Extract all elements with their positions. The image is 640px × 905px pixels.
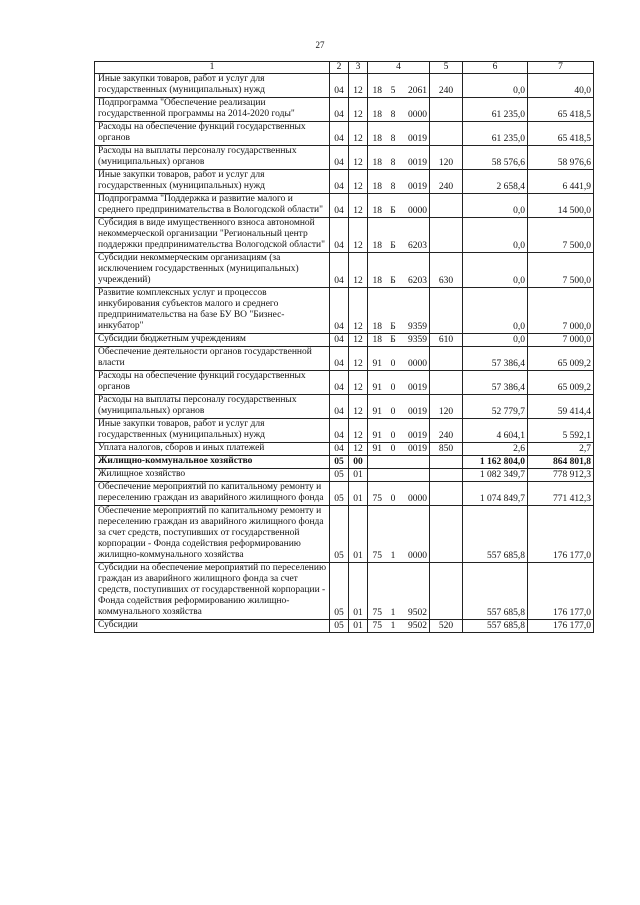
table-row: [95, 98, 594, 122]
table-row: [95, 218, 594, 253]
target-subprogram-code: 0: [387, 371, 400, 395]
amount-col-6: 57 386,4: [463, 347, 528, 371]
section-code: 05: [330, 456, 349, 469]
subsection-code: 12: [349, 371, 368, 395]
table-row: [95, 146, 594, 170]
section-code: 04: [330, 194, 349, 218]
section-code: 05: [330, 563, 349, 620]
section-code: 04: [330, 146, 349, 170]
subsection-code: 01: [349, 563, 368, 620]
amount-col-7: 7 500,0: [528, 253, 594, 288]
amount-col-7: 5 592,1: [528, 419, 594, 443]
table-row: [95, 371, 594, 395]
amount-col-7: 7 500,0: [528, 218, 594, 253]
expense-type-code: [430, 194, 463, 218]
subsection-code: 12: [349, 288, 368, 334]
table-row: [95, 469, 594, 482]
amount-col-7: 58 976,6: [528, 146, 594, 170]
target-direction-code: 0019: [400, 371, 430, 395]
amount-col-7: 7 000,0: [528, 288, 594, 334]
section-code: 04: [330, 74, 349, 98]
target-program-code: 18: [368, 194, 387, 218]
amount-col-6: 2,6: [463, 443, 528, 456]
expense-name: Обеспечение деятельности органов государственной власти: [95, 347, 330, 371]
subsection-code: 12: [349, 146, 368, 170]
subsection-code: 12: [349, 170, 368, 194]
expense-name: Субсидии: [95, 620, 330, 633]
target-subprogram-code: 8: [387, 146, 400, 170]
target-direction-code: 6203: [400, 253, 430, 288]
header-col-7: 7: [528, 62, 594, 74]
expense-type-code: [430, 347, 463, 371]
amount-col-7: 771 412,3: [528, 482, 594, 506]
target-direction-code: 6203: [400, 218, 430, 253]
target-program-code: 75: [368, 506, 387, 563]
target-subprogram-code: Б: [387, 253, 400, 288]
section-code: 05: [330, 506, 349, 563]
section-code: 04: [330, 253, 349, 288]
amount-col-7: 59 414,4: [528, 395, 594, 419]
header-col-2: 2: [330, 62, 349, 74]
expense-name: Обеспечение мероприятий по капитальному ремонту и переселению граждан из аварийного жилищного фонда: [95, 482, 330, 506]
expense-name: Расходы на выплаты персоналу государственных (муниципальных) органов: [95, 395, 330, 419]
amount-col-7: 65 418,5: [528, 122, 594, 146]
target-subprogram-code: Б: [387, 194, 400, 218]
amount-col-7: 176 177,0: [528, 563, 594, 620]
target-program-code: 18: [368, 288, 387, 334]
page-number: 27: [315, 40, 325, 50]
target-direction-code: 9502: [400, 620, 430, 633]
expense-name: Обеспечение мероприятий по капитальному ремонту и переселению граждан из аварийного жилищного фонда за счет средств, поступивших от государственной корпорации - Фонда содействия реформированию жилищно-коммунального хозяйства: [95, 506, 330, 563]
target-program-code: 18: [368, 122, 387, 146]
amount-col-7: 864 801,8: [528, 456, 594, 469]
section-code: 04: [330, 395, 349, 419]
expense-name: Развитие комплексных услуг и процессов инкубирования субъектов малого и среднего предпринимательства на базе БУ ВО "Бизнес-инкубатор": [95, 288, 330, 334]
amount-col-7: 40,0: [528, 74, 594, 98]
target-program-code: 18: [368, 334, 387, 347]
amount-col-7: 778 912,3: [528, 469, 594, 482]
expense-name: Иные закупки товаров, работ и услуг для государственных (муниципальных) нужд: [95, 74, 330, 98]
amount-col-7: 65 418,5: [528, 98, 594, 122]
header-col-6: 6: [463, 62, 528, 74]
target-subprogram-code: 8: [387, 170, 400, 194]
amount-col-6: 557 685,8: [463, 563, 528, 620]
expense-type-code: [430, 469, 463, 482]
amount-col-7: 65 009,2: [528, 347, 594, 371]
expense-type-code: 240: [430, 419, 463, 443]
target-program-code: 75: [368, 482, 387, 506]
expense-type-code: [430, 122, 463, 146]
subsection-code: 00: [349, 456, 368, 469]
table-row: [95, 253, 594, 288]
target-program-code: 91: [368, 371, 387, 395]
amount-col-7: 2,7: [528, 443, 594, 456]
amount-col-6: 57 386,4: [463, 371, 528, 395]
target-subprogram-code: 0: [387, 482, 400, 506]
target-direction-code: 0000: [400, 347, 430, 371]
subsection-code: 12: [349, 98, 368, 122]
header-col-5: 5: [430, 62, 463, 74]
target-direction-code: 0000: [400, 98, 430, 122]
amount-col-6: 557 685,8: [463, 620, 528, 633]
target-program-code: 18: [368, 74, 387, 98]
target-subprogram-code: 1: [387, 620, 400, 633]
amount-col-6: 0,0: [463, 253, 528, 288]
expense-type-code: 120: [430, 395, 463, 419]
expense-name: Подпрограмма "Поддержка и развитие малого и среднего предпринимательства в Вологодской области": [95, 194, 330, 218]
section-code: 05: [330, 620, 349, 633]
target-subprogram-code: [387, 469, 400, 482]
amount-col-6: 52 779,7: [463, 395, 528, 419]
target-program-code: 18: [368, 98, 387, 122]
target-direction-code: 9359: [400, 334, 430, 347]
expense-name: Жилищно-коммунальное хозяйство: [95, 456, 330, 469]
target-subprogram-code: 8: [387, 122, 400, 146]
amount-col-7: 6 441,9: [528, 170, 594, 194]
target-program-code: 75: [368, 620, 387, 633]
amount-col-6: 0,0: [463, 218, 528, 253]
table-row: [95, 170, 594, 194]
amount-col-6: 0,0: [463, 194, 528, 218]
table-row: [95, 456, 594, 469]
subsection-code: 12: [349, 443, 368, 456]
target-direction-code: 9359: [400, 288, 430, 334]
expense-type-code: 850: [430, 443, 463, 456]
header-row: [95, 62, 594, 74]
amount-col-7: 176 177,0: [528, 506, 594, 563]
section-code: 04: [330, 218, 349, 253]
table-row: [95, 482, 594, 506]
target-subprogram-code: 8: [387, 98, 400, 122]
section-code: 04: [330, 288, 349, 334]
section-code: 04: [330, 170, 349, 194]
expense-type-code: [430, 218, 463, 253]
section-code: 04: [330, 334, 349, 347]
target-program-code: 91: [368, 443, 387, 456]
target-program-code: 18: [368, 218, 387, 253]
table-row: [95, 334, 594, 347]
expense-type-code: 630: [430, 253, 463, 288]
target-program-code: 18: [368, 146, 387, 170]
table-row: [95, 506, 594, 563]
budget-table: [94, 61, 594, 633]
subsection-code: 12: [349, 74, 368, 98]
section-code: 04: [330, 443, 349, 456]
amount-col-7: 7 000,0: [528, 334, 594, 347]
amount-col-6: 0,0: [463, 334, 528, 347]
target-direction-code: 0000: [400, 506, 430, 563]
expense-type-code: 240: [430, 74, 463, 98]
section-code: 04: [330, 122, 349, 146]
target-direction-code: 0000: [400, 194, 430, 218]
target-program-code: 18: [368, 253, 387, 288]
section-code: 04: [330, 347, 349, 371]
expense-type-code: [430, 506, 463, 563]
expense-name: Жилищное хозяйство: [95, 469, 330, 482]
amount-col-6: 58 576,6: [463, 146, 528, 170]
target-direction-code: [400, 456, 430, 469]
section-code: 05: [330, 469, 349, 482]
amount-col-6: 1 074 849,7: [463, 482, 528, 506]
subsection-code: 12: [349, 419, 368, 443]
amount-col-7: 65 009,2: [528, 371, 594, 395]
amount-col-6: 4 604,1: [463, 419, 528, 443]
target-direction-code: 0019: [400, 395, 430, 419]
expense-type-code: [430, 288, 463, 334]
expense-name: Субсидии на обеспечение мероприятий по переселению граждан из аварийного жилищного фонда за счет средств, поступивших от государственной корпорации - Фонда содействия реформированию жилищно-коммунального хозяйства: [95, 563, 330, 620]
table-row: [95, 620, 594, 633]
header-col-3: 3: [349, 62, 368, 74]
target-direction-code: 0019: [400, 443, 430, 456]
target-direction-code: 2061: [400, 74, 430, 98]
expense-type-code: [430, 371, 463, 395]
target-subprogram-code: [387, 456, 400, 469]
amount-col-7: 176 177,0: [528, 620, 594, 633]
target-direction-code: 0019: [400, 146, 430, 170]
amount-col-6: 557 685,8: [463, 506, 528, 563]
expense-name: Иные закупки товаров, работ и услуг для государственных (муниципальных) нужд: [95, 170, 330, 194]
expense-name: Подпрограмма "Обеспечение реализации государственной программы на 2014-2020 годы": [95, 98, 330, 122]
amount-col-6: 0,0: [463, 288, 528, 334]
header-col-1: 1: [95, 62, 330, 74]
target-direction-code: [400, 469, 430, 482]
expense-type-code: 240: [430, 170, 463, 194]
target-subprogram-code: 0: [387, 443, 400, 456]
amount-col-7: 14 500,0: [528, 194, 594, 218]
target-subprogram-code: 0: [387, 419, 400, 443]
section-code: 05: [330, 482, 349, 506]
table-row: [95, 194, 594, 218]
expense-type-code: [430, 456, 463, 469]
subsection-code: 01: [349, 469, 368, 482]
subsection-code: 01: [349, 482, 368, 506]
expense-name: Уплата налогов, сборов и иных платежей: [95, 443, 330, 456]
target-program-code: [368, 456, 387, 469]
table-row: [95, 122, 594, 146]
subsection-code: 01: [349, 506, 368, 563]
section-code: 04: [330, 98, 349, 122]
target-subprogram-code: Б: [387, 218, 400, 253]
target-direction-code: 0019: [400, 170, 430, 194]
target-direction-code: 0000: [400, 482, 430, 506]
expense-type-code: 520: [430, 620, 463, 633]
target-subprogram-code: 1: [387, 563, 400, 620]
table-body: [95, 74, 594, 633]
expense-type-code: [430, 98, 463, 122]
expense-name: Иные закупки товаров, работ и услуг для государственных (муниципальных) нужд: [95, 419, 330, 443]
expense-type-code: [430, 563, 463, 620]
amount-col-6: 1 162 804,0: [463, 456, 528, 469]
target-subprogram-code: Б: [387, 288, 400, 334]
table-row: [95, 347, 594, 371]
expense-name: Субсидия в виде имущественного взноса автономной некоммерческой организации "Региональный центр поддержки предпринимательства Вологодской области": [95, 218, 330, 253]
table-row: [95, 395, 594, 419]
target-subprogram-code: 5: [387, 74, 400, 98]
target-direction-code: 0019: [400, 122, 430, 146]
amount-col-6: 2 658,4: [463, 170, 528, 194]
amount-col-6: 1 082 349,7: [463, 469, 528, 482]
subsection-code: 01: [349, 620, 368, 633]
table-row: [95, 288, 594, 334]
expense-name: Расходы на выплаты персоналу государственных (муниципальных) органов: [95, 146, 330, 170]
expense-name: Расходы на обеспечение функций государственных органов: [95, 371, 330, 395]
table-row: [95, 563, 594, 620]
table-row: [95, 74, 594, 98]
target-subprogram-code: 0: [387, 347, 400, 371]
subsection-code: 12: [349, 194, 368, 218]
section-code: 04: [330, 371, 349, 395]
section-code: 04: [330, 419, 349, 443]
amount-col-6: 61 235,0: [463, 122, 528, 146]
table-row: [95, 443, 594, 456]
subsection-code: 12: [349, 334, 368, 347]
target-program-code: 91: [368, 347, 387, 371]
expense-name: Субсидии бюджетным учреждениям: [95, 334, 330, 347]
target-program-code: 18: [368, 170, 387, 194]
amount-col-6: 61 235,0: [463, 98, 528, 122]
target-program-code: 91: [368, 419, 387, 443]
header-col-4: 4: [368, 62, 430, 74]
amount-col-6: 0,0: [463, 74, 528, 98]
target-subprogram-code: Б: [387, 334, 400, 347]
subsection-code: 12: [349, 347, 368, 371]
target-direction-code: 9502: [400, 563, 430, 620]
target-subprogram-code: 1: [387, 506, 400, 563]
target-direction-code: 0019: [400, 419, 430, 443]
target-program-code: [368, 469, 387, 482]
expense-type-code: [430, 482, 463, 506]
subsection-code: 12: [349, 122, 368, 146]
table-row: [95, 419, 594, 443]
expense-name: Субсидии некоммерческим организациям (за исключением государственных (муниципальных) учреждений): [95, 253, 330, 288]
target-subprogram-code: 0: [387, 395, 400, 419]
target-program-code: 91: [368, 395, 387, 419]
subsection-code: 12: [349, 395, 368, 419]
expense-type-code: 610: [430, 334, 463, 347]
subsection-code: 12: [349, 218, 368, 253]
expense-type-code: 120: [430, 146, 463, 170]
expense-name: Расходы на обеспечение функций государственных органов: [95, 122, 330, 146]
subsection-code: 12: [349, 253, 368, 288]
target-program-code: 75: [368, 563, 387, 620]
